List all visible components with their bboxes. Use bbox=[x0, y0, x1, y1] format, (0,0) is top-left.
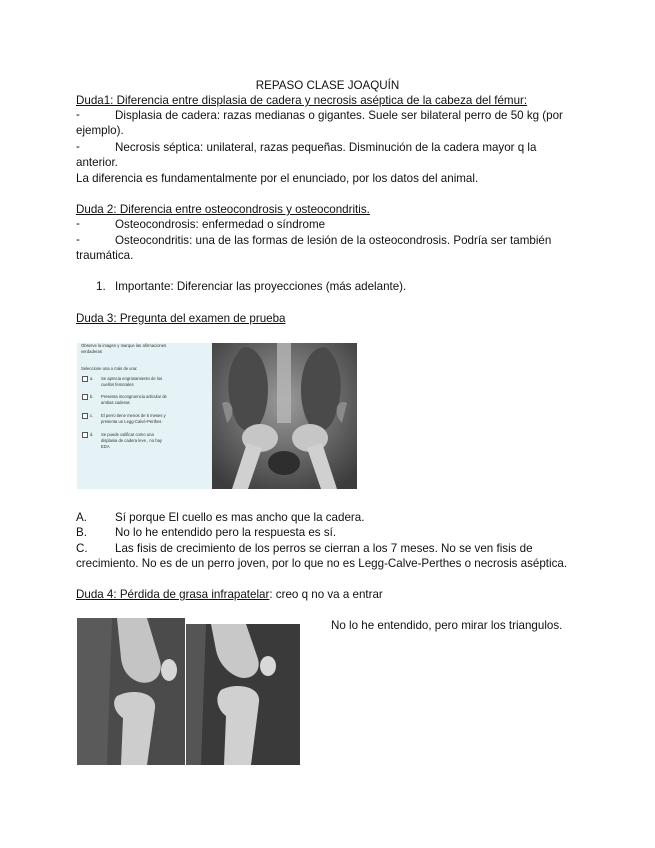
quiz-header-line2: verdaderas bbox=[81, 349, 102, 354]
quiz-checkbox-b bbox=[82, 394, 88, 400]
quiz-option-letter-b: b. bbox=[90, 394, 94, 399]
duda2-item2-line2: traumática. bbox=[76, 249, 134, 262]
quiz-option-d-line3: EDA bbox=[101, 444, 110, 449]
bullet-dash: - bbox=[76, 217, 80, 230]
bullet-dash: - bbox=[76, 108, 80, 121]
quiz-checkbox-d bbox=[82, 432, 88, 438]
answer-c-line2: crecimiento. No es de un perro joven, por lo que no es Legg-Calve-Perthes o necrosis aséptica. bbox=[76, 557, 568, 570]
duda4-heading-row bbox=[76, 587, 383, 602]
answer-a-text: Sí porque El cuello es mas ancho que la cadera. bbox=[115, 511, 365, 524]
quiz-option-d-line2: displasia de cadera leve , no hay bbox=[101, 438, 162, 443]
quiz-header-line1: Observe la imagen y marque las afirmaciones bbox=[81, 343, 167, 348]
quiz-option-letter-d: d. bbox=[90, 432, 94, 437]
duda4-heading-rest: : creo q no va a entrar bbox=[269, 588, 383, 601]
answer-b-letter: B. bbox=[76, 526, 87, 539]
bullet-dash: - bbox=[76, 140, 80, 153]
numbered-item-text: Importante: Diferenciar las proyecciones (más adelante). bbox=[115, 280, 407, 293]
quiz-screenshot-image bbox=[77, 343, 212, 489]
quiz-option-a-line2: cuellos femorales bbox=[101, 382, 134, 387]
document-title: REPASO CLASE JOAQUÍN bbox=[255, 79, 400, 92]
answer-c-letter: C. bbox=[76, 542, 88, 555]
quiz-checkbox-c bbox=[82, 413, 88, 419]
duda1-item1-line2: ejemplo). bbox=[76, 124, 124, 137]
quiz-prompt: Seleccione una o más de una: bbox=[81, 366, 138, 371]
duda3-heading: Duda 3: Pregunta del examen de prueba bbox=[76, 312, 286, 325]
numbered-item-number: 1. bbox=[96, 280, 106, 293]
duda2-item2-line1: Osteocondritis: una de las formas de lesión de la osteocondrosis. Podría ser también bbox=[115, 234, 552, 247]
answer-c-text: Las fisis de crecimiento de los perros se cierran a los 7 meses. No se ven fisis de bbox=[115, 542, 533, 555]
quiz-checkbox-a bbox=[82, 376, 88, 382]
quiz-option-a-line1: Se aprecia engrosamiento de los bbox=[101, 376, 163, 381]
duda2-heading: Duda 2: Diferencia entre osteocondrosis y osteocondritis. bbox=[76, 203, 370, 216]
duda1-item1-line1: Displasia de cadera: razas medianas o gigantes. Suele ser bilateral perro de 50 kg (por bbox=[115, 109, 563, 122]
quiz-option-letter-a: a. bbox=[90, 376, 94, 381]
bullet-dash: - bbox=[76, 233, 80, 246]
duda1-item2-line2: anterior. bbox=[76, 156, 118, 169]
quiz-option-b-line2: ambas caderas bbox=[101, 400, 130, 405]
duda4-note: No lo he entendido, pero mirar los triangulos. bbox=[331, 619, 563, 632]
duda4-heading: Duda 4: Pérdida de grasa infrapatelar bbox=[76, 588, 270, 601]
duda1-heading: Duda1: Diferencia entre displasia de cadera y necrosis aséptica de la cabeza del fémur: bbox=[76, 94, 528, 107]
answer-a-letter: A. bbox=[76, 511, 87, 524]
duda2-item1: Osteocondrosis: enfermedad o síndrome bbox=[115, 218, 326, 231]
duda1-conclusion: La diferencia es fundamentalmente por el enunciado, por los datos del animal. bbox=[76, 172, 479, 185]
hip-xray-image bbox=[212, 343, 357, 489]
quiz-option-b-line1: Presenta incongruencia articular de bbox=[101, 394, 167, 399]
duda1-item2-line1: Necrosis séptica: unilateral, razas pequeñas. Disminución de la cadera mayor q la bbox=[115, 141, 537, 154]
knee-xray-image-left bbox=[77, 618, 185, 765]
quiz-option-d-line1: Se puede calificar como una bbox=[101, 432, 154, 437]
knee-xray-image-right bbox=[186, 624, 300, 765]
answer-b-text: No lo he entendido pero la respuesta es sí. bbox=[115, 526, 337, 539]
quiz-option-letter-c: c. bbox=[90, 413, 94, 418]
quiz-option-c-line1: El perro tiene menos de 5 meses y bbox=[101, 413, 166, 418]
quiz-option-c-line2: presenta un Legg-Calvé-Perthes bbox=[101, 419, 162, 424]
